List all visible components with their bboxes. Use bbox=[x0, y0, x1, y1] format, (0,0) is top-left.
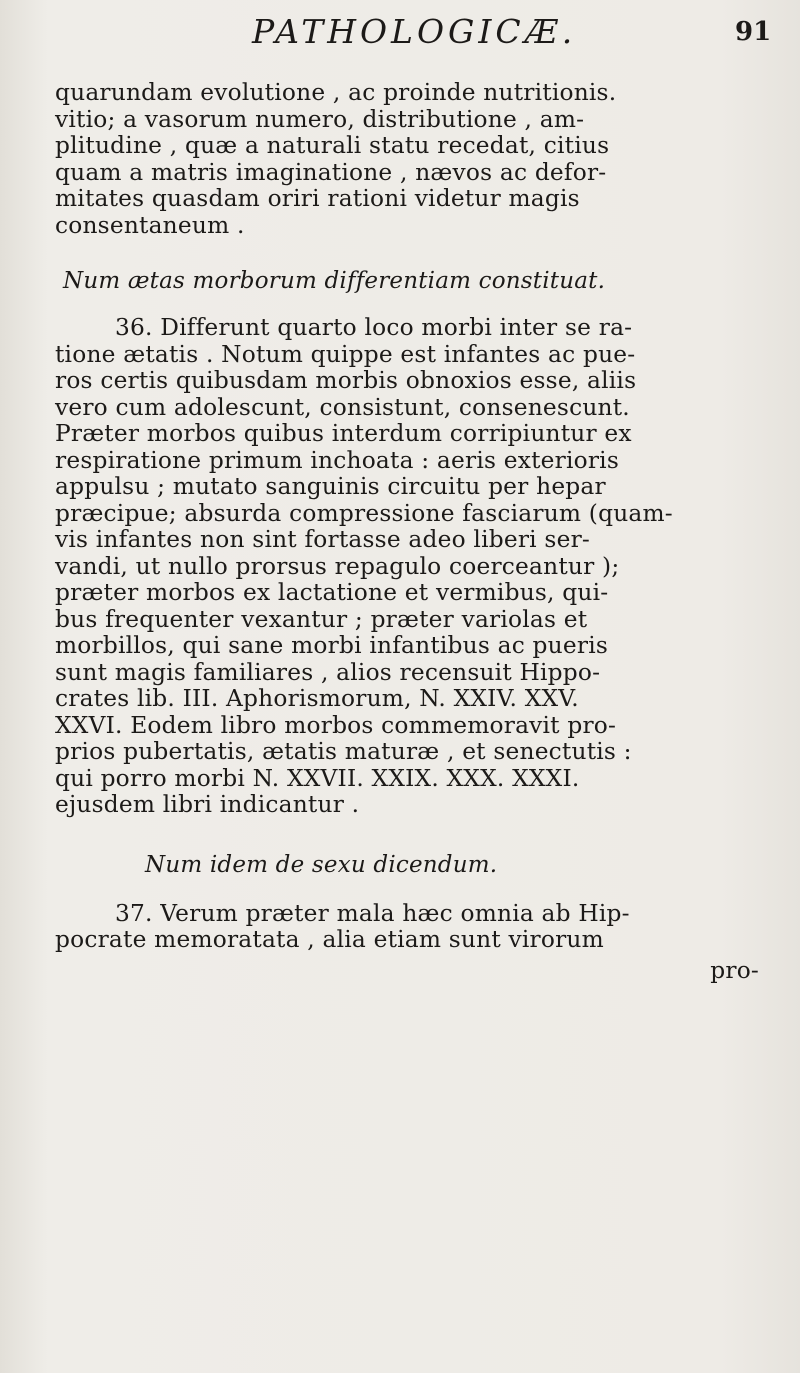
text-line: mitates quasdam oriri rationi videtur magis bbox=[55, 185, 580, 212]
body-text bbox=[55, 80, 765, 984]
page-header bbox=[0, 12, 800, 72]
text-line: pocrate memoratata , alia etiam sunt virorum bbox=[55, 926, 604, 953]
text-line: crates lib. III. Aphorismorum, N. XXIV. XXV. bbox=[55, 685, 579, 712]
text-line: XXVI. Eodem libro morbos commemoravit pro- bbox=[55, 711, 617, 739]
text-line: vero cum adolescunt, consistunt, consenescunt. bbox=[55, 393, 630, 421]
text-line: vis infantes non sint fortasse adeo liberi ser- bbox=[55, 526, 590, 553]
page-number: 91 bbox=[735, 17, 772, 47]
text-line: præcipue; absurda compressione fasciarum (quam- bbox=[55, 499, 673, 527]
text-line: tione ætatis . Notum quippe est infantes ac pue- bbox=[55, 340, 636, 368]
text-line: vandi, ut nullo prorsus repagulo coerceantur ); bbox=[55, 552, 620, 580]
text-line: præter morbos ex lactatione et vermibus, qui- bbox=[55, 579, 609, 606]
text-line: morbillos, qui sane morbi infantibus ac pueris bbox=[55, 632, 609, 659]
text-line: 37. Verum præter mala hæc omnia ab Hip- bbox=[115, 899, 630, 927]
text-line: plitudine , quæ a naturali statu recedat, citius bbox=[55, 132, 610, 159]
text-line: quam a matris imaginatione , nævos ac defor- bbox=[55, 158, 607, 186]
text-line: sunt magis familiares , alios recensuit Hippo- bbox=[55, 658, 601, 686]
text-line: appulsu ; mutato sanguinis circuitu per hepar bbox=[55, 473, 606, 500]
text-line: qui porro morbi N. XXVII. XXIX. XXX. XXXI. bbox=[55, 764, 580, 792]
section-heading-sexus: Num idem de sexu dicendum. bbox=[145, 851, 498, 878]
section-heading-aetas: Num ætas morborum differentiam constituat. bbox=[63, 268, 606, 294]
text-line: respiratione primum inchoata : aeris exterioris bbox=[55, 446, 619, 474]
catchword: pro- bbox=[710, 956, 759, 984]
text-line: quarundam evolutione , ac proinde nutritionis. bbox=[55, 79, 617, 106]
paragraph-37 bbox=[55, 901, 765, 954]
text-line: bus frequenter vexantur ; præter variolas et bbox=[55, 605, 588, 633]
paragraph-36 bbox=[55, 315, 765, 819]
text-line: 36. Differunt quarto loco morbi inter se ra- bbox=[115, 314, 633, 341]
text-line: vitio; a vasorum numero, distributione , am- bbox=[55, 105, 585, 133]
paragraph-intro bbox=[55, 80, 765, 239]
running-head: PATHOLOGICÆ. bbox=[252, 12, 577, 51]
text-line: ros certis quibusdam morbis obnoxios esse, aliis bbox=[55, 367, 637, 394]
text-line: ejusdem libri indicantur . bbox=[55, 791, 360, 818]
text-line: consentaneum . bbox=[55, 211, 245, 239]
text-line: prios pubertatis, ætatis maturæ , et senectutis : bbox=[55, 738, 632, 765]
text-line: Præter morbos quibus interdum corripiuntur ex bbox=[55, 420, 632, 447]
